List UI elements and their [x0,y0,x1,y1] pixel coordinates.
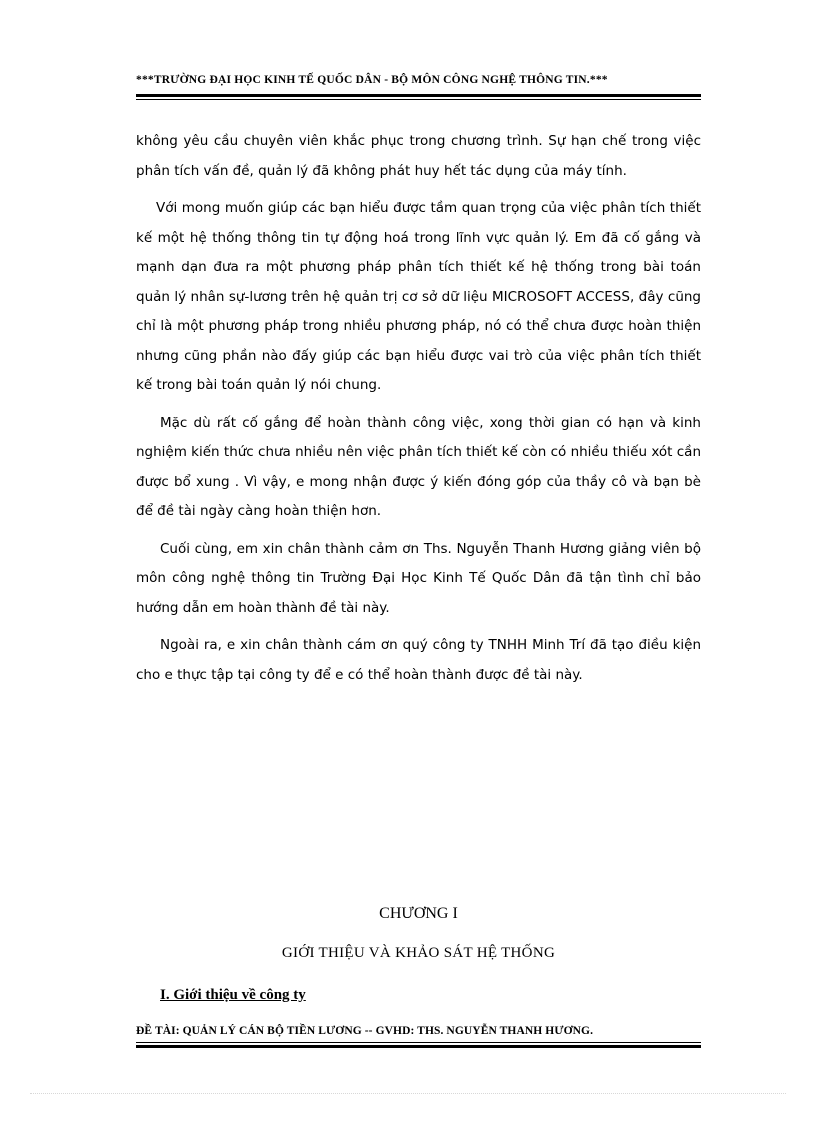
footer-rule-thin [136,1042,701,1043]
page-edge [30,1093,786,1094]
chapter-title: CHƯƠNG I [379,905,458,922]
header-rule-thick [136,94,701,97]
page-header: ***TRƯỜNG ĐẠI HỌC KINH TẾ QUỐC DÂN - BỘ MÔN CÔNG NGHỆ THÔNG TIN.*** [136,74,608,86]
paragraph-5: Ngoài ra, e xin chân thành cám ơn quý công ty TNHH Minh Trí đã tạo điều kiện cho e thực tập tại công ty để e có thể hoàn thành được đề tài này. [136,637,701,683]
body-text [136,127,701,698]
chapter-subtitle: GIỚI THIỆU VÀ KHẢO SÁT HỆ THỐNG [281,945,556,961]
section-heading: I. Giới thiệu về công ty [160,987,306,1003]
footer-rule-thick [136,1045,701,1048]
header-rule-thin [136,99,701,100]
paragraph-1: không yêu cầu chuyên viên khắc phục trong chương trình. Sự hạn chế trong việc phân tích vấn đề, quản lý đã không phát huy hết tác dụng của máy tính. [136,133,701,179]
paragraph-2: Với mong muốn giúp các bạn hiểu được tầm quan trọng của việc phân tích thiết kế một hệ thống thông tin tự động hoá trong lĩnh vực quản lý. Em đã cố gắng và mạnh dạn đưa ra một phương pháp phân tích thiết kế hệ thống trong bài toán quản lý nhân sự-lương trên hệ quản trị cơ sở dữ liệu MICROSOFT ACCESS, đây cũng chỉ là một phương pháp trong nhiều phương pháp, nó có thể chưa được hoàn thiện nhưng cũng phần nào đấy giúp các bạn hiểu được vai trò của việc phân tích thiết kế trong bài toán quản lý nói chung. [136,200,701,393]
paragraph-3: Mặc dù rất cố gắng để hoàn thành công việc, xong thời gian có hạn và kinh nghiệm kiến thức chưa nhiều nên việc phân tích thiết kế còn có nhiều thiếu xót cần được bổ xung . Vì vậy, e mong nhận được ý kiến đóng góp của thầy cô và bạn bè để đề tài ngày càng hoàn thiện hơn. [136,414,702,519]
paragraph-4: Cuối cùng, em xin chân thành cảm ơn Ths. Nguyễn Thanh Hương giảng viên bộ môn công nghệ thông tin Trường Đại Học Kinh Tế Quốc Dân đã tận tình chỉ bảo hướng dẫn em hoàn thành đề tài này. [136,540,701,616]
page-footer: ĐỀ TÀI: QUẢN LÝ CÁN BỘ TIỀN LƯƠNG -- GVHD: THS. NGUYỄN THANH HƯƠNG. [136,1025,594,1037]
